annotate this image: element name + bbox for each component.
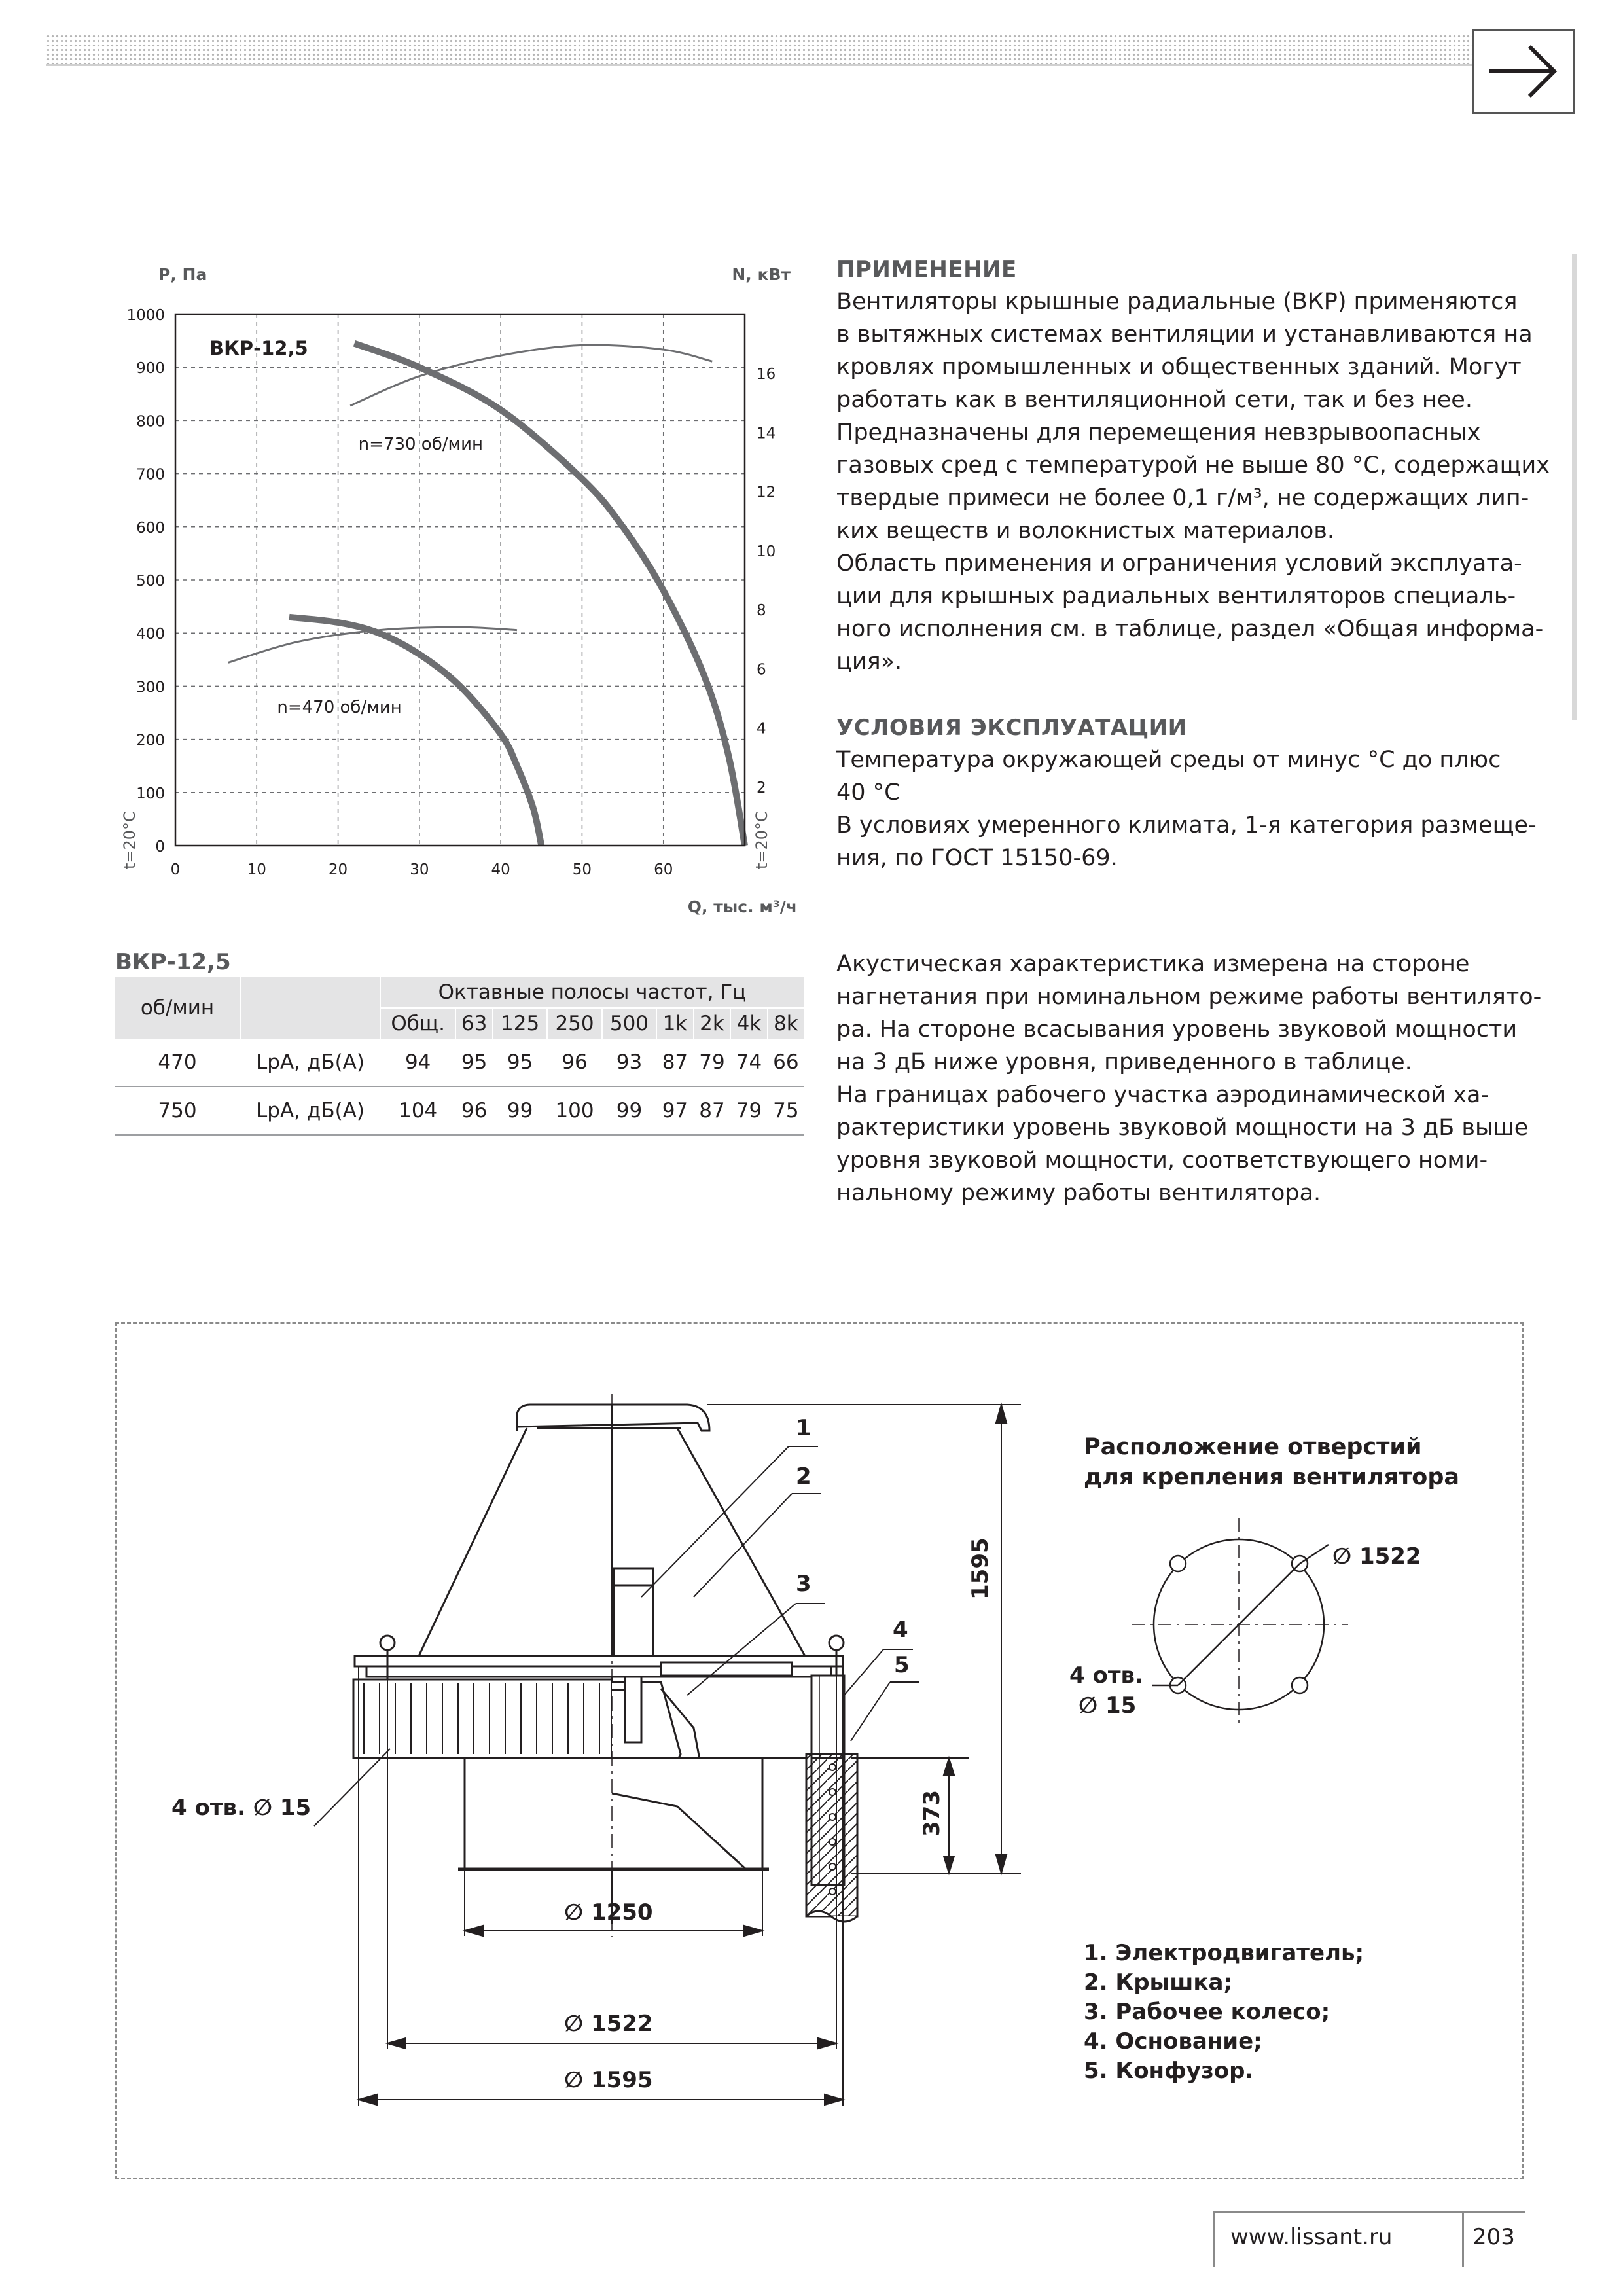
top-divider	[46, 64, 1571, 66]
next-page-button[interactable]	[1472, 29, 1575, 114]
temperature-label-left: t=20°C	[120, 811, 139, 869]
x-tick-label: 50	[572, 861, 592, 878]
table-row	[115, 1086, 804, 1135]
y-tick-label: 500	[136, 573, 165, 590]
y2-tick-label: 8	[757, 602, 766, 620]
x-axis-label: Q, тыс. м³/ч	[687, 897, 797, 916]
pressure-curve	[354, 344, 745, 846]
support-hole	[829, 1888, 836, 1895]
table-row	[115, 1039, 804, 1086]
x-tick-label: 20	[328, 861, 348, 878]
table-cell: 99	[602, 1086, 656, 1135]
power-curve	[350, 345, 712, 406]
y-tick-label: 1000	[126, 307, 165, 324]
band-column-header: Общ.	[380, 1008, 455, 1039]
support-hole	[829, 1863, 836, 1870]
band-header: Октавные полосы частот, Гц	[380, 977, 804, 1008]
base-diameter: ∅ 1595	[564, 2067, 653, 2093]
support-hole	[829, 1839, 836, 1845]
table-cell: 87	[694, 1086, 731, 1135]
y2-tick-label: 14	[757, 425, 776, 442]
table-cell: 74	[730, 1039, 768, 1086]
y-axis-label-left: Р, Па	[158, 265, 207, 284]
arrow-right-icon	[1474, 31, 1573, 112]
table-cell: 93	[602, 1039, 656, 1086]
table-cell: 66	[768, 1039, 804, 1086]
performance-chart	[111, 249, 805, 923]
table-cell: LpA, дБ(А)	[240, 1086, 380, 1135]
table-cell: 96	[455, 1086, 493, 1135]
band-column-header: 125	[493, 1008, 547, 1039]
chart-title: ВКР-12,5	[209, 337, 308, 359]
page-number: 203	[1472, 2224, 1515, 2250]
footer-url[interactable]: www.lissant.ru	[1230, 2224, 1393, 2250]
table-cell: 79	[694, 1039, 731, 1086]
acoustic-table	[115, 977, 804, 1136]
band-column-header: 8k	[768, 1008, 804, 1039]
callout-5: 5	[894, 1652, 910, 1678]
series-label-730: n=730 об/мин	[358, 435, 484, 455]
table-cell: 750	[115, 1086, 240, 1135]
callout-1: 1	[796, 1415, 812, 1441]
conditions-text: Температура окружающей среды от минус °С до плюс 40 °С В условиях умеренного климата, 1-я категория размеще- ния, по ГОСТ 15150-69.	[836, 747, 1537, 871]
y2-tick-label: 10	[757, 543, 776, 560]
y-tick-label: 200	[136, 732, 165, 749]
y-tick-label: 400	[136, 626, 165, 643]
holes-title-line-2: для крепления вентилятора	[1084, 1464, 1460, 1490]
height-dimension: 1595	[967, 1537, 993, 1600]
side-divider	[1572, 254, 1577, 720]
y-axis-label-right: N, кВт	[732, 265, 791, 284]
hole-layout	[1132, 1518, 1348, 1728]
table-cell: 79	[730, 1086, 768, 1135]
holes-diameter: ∅ 1522	[564, 2011, 653, 2037]
application-text: Вентиляторы крышные радиальные (ВКР) применяются в вытяжных системах вентиляции и устанавливаются на кровлях промышленных и общественных зданий. Могут работать как в вентиляционной сети, так и без нее. Предназначены для перемещения невзрывоопасных газовых сред с температурой не выше 80 °С, содержащих твердые примеси не более 0,1 г/м³, не содержащих лип- ких веществ и волокнистых материалов. Область применения и ограничения условий эксплуата- ции для крышных радиальных вентиляторов специаль- ного исполнения см. в таблице, раздел «Общая информа- ция».	[836, 289, 1550, 675]
band-column-header: 2k	[694, 1008, 731, 1039]
table-cell: 75	[768, 1086, 804, 1135]
y-tick-label: 600	[136, 519, 165, 537]
y-tick-label: 900	[136, 360, 165, 378]
holes-title-line-1: Расположение отверстий	[1084, 1434, 1422, 1460]
holes-title	[1084, 1432, 1459, 1492]
legend-item: 3. Рабочее колесо;	[1084, 1999, 1330, 2025]
y2-tick-label: 4	[757, 720, 766, 738]
callout-2: 2	[796, 1463, 812, 1490]
y-tick-label: 0	[155, 838, 165, 855]
legend-item: 1. Электродвигатель;	[1084, 1940, 1364, 1966]
y-tick-label: 700	[136, 466, 165, 484]
x-tick-label: 10	[247, 861, 266, 878]
pressure-curve	[289, 617, 541, 846]
table-title: ВКР-12,5	[115, 949, 231, 975]
table-cell: 470	[115, 1039, 240, 1086]
table-cell: LpA, дБ(А)	[240, 1039, 380, 1086]
table-cell: 100	[547, 1086, 601, 1135]
y2-tick-label: 6	[757, 661, 766, 679]
y-tick-label: 100	[136, 785, 165, 802]
support-hole	[829, 1789, 836, 1795]
hole-count: 4 отв.	[1069, 1662, 1143, 1689]
x-tick-label: 60	[654, 861, 673, 878]
x-tick-label: 30	[410, 861, 429, 878]
table-cell: 87	[656, 1039, 694, 1086]
conditions-heading: УСЛОВИЯ ЭКСПЛУАТАЦИИ	[836, 715, 1187, 741]
band-column-header: 1k	[656, 1008, 694, 1039]
chart-curves	[228, 344, 745, 846]
x-tick-label: 40	[491, 861, 510, 878]
band-column-header: 4k	[730, 1008, 768, 1039]
inlet-diameter: ∅ 1250	[564, 1899, 653, 1926]
y2-tick-label: 2	[757, 779, 766, 797]
top-dotted-bar	[46, 34, 1571, 64]
legend-item: 2. Крышка;	[1084, 1969, 1233, 1996]
application-heading: ПРИМЕНЕНИЕ	[836, 257, 1017, 283]
unit-header	[240, 977, 380, 1039]
temperature-label-right: t=20°C	[753, 811, 771, 869]
band-column-header: 250	[547, 1008, 601, 1039]
parts-legend	[1084, 1939, 1364, 2086]
y2-tick-label: 16	[757, 366, 776, 384]
table-cell: 99	[493, 1086, 547, 1135]
y-tick-label: 300	[136, 679, 165, 696]
support-hole	[829, 1814, 836, 1820]
legend-item: 4. Основание;	[1084, 2028, 1262, 2054]
x-tick-label: 0	[170, 861, 181, 878]
band-column-header: 63	[455, 1008, 493, 1039]
table-cell: 104	[380, 1086, 455, 1135]
acoustic-text: Акустическая характеристика измерена на стороне нагнетания при номинальном режиме работы вентилято- ра. На стороне всасывания уровень звуковой мощности на 3 дБ ниже уровня, приведенного в таблице. На границах рабочего участка аэродинамической ха- рактеристики уровень звуковой мощности на 3 дБ выше уровня звуковой мощности, соответствующего номи- нальному режиму работы вентилятора.	[836, 951, 1542, 1206]
footer-separator	[1462, 2211, 1464, 2267]
y-tick-label: 800	[136, 413, 165, 431]
support-hole	[829, 1764, 836, 1770]
callout-4: 4	[893, 1617, 908, 1643]
inlet-height-dimension: 373	[919, 1790, 945, 1837]
callout-3: 3	[796, 1571, 812, 1597]
legend-item: 5. Конфузор.	[1084, 2058, 1254, 2084]
hole-circle-diameter: ∅ 1522	[1332, 1543, 1421, 1570]
table-cell: 97	[656, 1086, 694, 1135]
rpm-header: об/мин	[115, 977, 240, 1039]
mounting-holes-note: 4 отв. ∅ 15	[171, 1795, 312, 1821]
table-cell: 95	[455, 1039, 493, 1086]
hole-size: ∅ 15	[1079, 1693, 1137, 1719]
band-column-header: 500	[602, 1008, 656, 1039]
table-cell: 95	[493, 1039, 547, 1086]
series-label-470: n=470 об/мин	[277, 698, 402, 717]
y2-tick-label: 12	[757, 484, 776, 501]
table-cell: 96	[547, 1039, 601, 1086]
fan-outline	[353, 1394, 857, 1937]
table-cell: 94	[380, 1039, 455, 1086]
